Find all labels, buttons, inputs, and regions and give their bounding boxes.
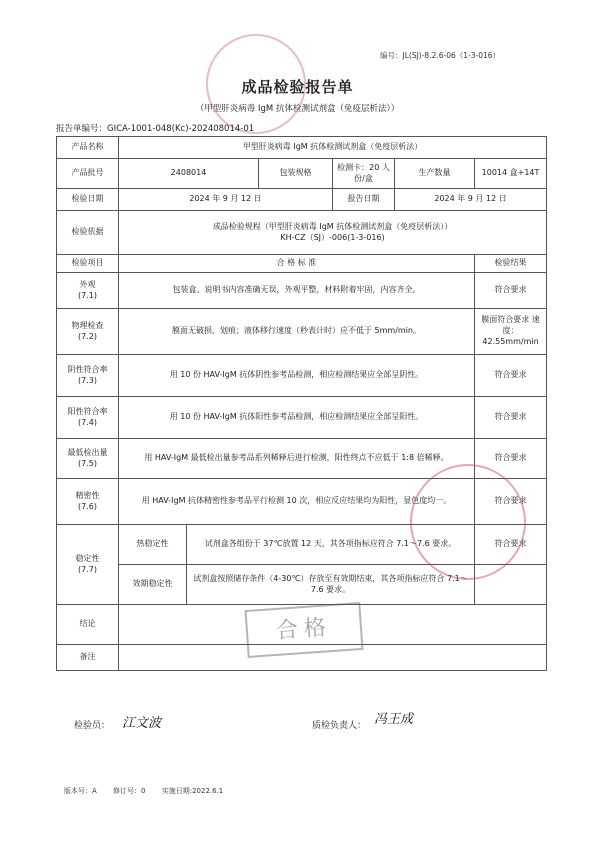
qty-value: 10014 盒+14T [475, 159, 547, 189]
precision-result: 符合要求 [475, 479, 547, 525]
test-date-value: 2024 年 9 月 12 日 [119, 189, 333, 211]
qualified-stamp: 合格 [244, 602, 363, 658]
negative-criteria: 用 10 份 HAV-IgM 抗体阴性参考品检测，相应检测结果应全部呈阴性。 [119, 355, 475, 397]
item-name: 物理检查 [71, 320, 104, 330]
basis-line2: KH-CZ（SJ）-006(1-3-016) [280, 232, 385, 242]
test-date-label: 检验日期 [57, 189, 119, 211]
thermal-result: 符合要求 [475, 525, 547, 565]
basis-line1: 成品检验规程（甲型肝炎病毒 IgM 抗体检测试剂盒（免疫层析法）） [212, 221, 453, 231]
footer-revision: 修订号：0 [113, 787, 146, 795]
qa-label: 质检负责人： [312, 721, 367, 731]
physical-item [57, 309, 119, 355]
item-code: (7.7) [78, 564, 97, 574]
item-name: 阴性符合率 [67, 364, 108, 374]
company-seal-bottom [410, 464, 526, 580]
shelf-label: 效期稳定性 [119, 565, 187, 605]
footer [64, 786, 237, 796]
remarks-label: 备注 [57, 645, 119, 671]
precision-criteria: 用 HAV-IgM 抗体精密性参考品平行检测 10 次，相应反应结果均为阳性，显色度均一。 [119, 479, 475, 525]
row-product-name [57, 137, 547, 159]
positive-criteria: 用 10 份 HAV-IgM 抗体阳性参考品检测，相应检测结果应全部呈阳性。 [119, 397, 475, 439]
item-name: 稳定性 [75, 553, 100, 563]
item-code: (7.3) [78, 375, 97, 385]
appearance-item [57, 273, 119, 309]
row-appearance [57, 273, 547, 309]
footer-effective-date: 实施日期:2022.6.1 [161, 787, 224, 795]
row-headers [57, 255, 547, 273]
item-header: 检验项目 [57, 255, 119, 273]
appearance-result: 符合要求 [475, 273, 547, 309]
product-name-label: 产品名称 [57, 137, 119, 159]
physical-result: 膜面符合要求 速度：42.55mm/min [475, 309, 547, 355]
spec-label: 包装规格 [259, 159, 333, 189]
row-dates [57, 189, 547, 211]
negative-result: 符合要求 [475, 355, 547, 397]
report-number [56, 122, 254, 134]
report-table [56, 136, 547, 671]
item-code: (7.1) [78, 290, 97, 300]
criteria-header: 合 格 标 准 [119, 255, 475, 273]
appearance-criteria: 包装盒、说明书内容准确无误，外观平整，材料附着牢固，内容齐全。 [119, 273, 475, 309]
basis-value [119, 211, 547, 255]
item-name: 最低检出量 [67, 447, 108, 457]
qty-label: 生产数量 [395, 159, 475, 189]
page-subtitle: （甲型肝炎病毒 IgM 抗体检测试剂盒（免疫层析法）） [195, 104, 400, 114]
spec-value: 检测卡：20 人份/盒 [333, 159, 395, 189]
report-date-value: 2024 年 9 月 12 日 [395, 189, 547, 211]
detection-result: 符合要求 [475, 439, 547, 479]
item-code: (7.2) [78, 331, 97, 341]
item-name: 外观 [79, 279, 96, 289]
report-number-label: 报告单编号： [56, 124, 108, 134]
inspector-signature: 江文波 [122, 716, 162, 731]
item-code: (7.6) [78, 501, 97, 511]
batch-value: 2408014 [119, 159, 259, 189]
negative-item [57, 355, 119, 397]
report-date-label: 报告日期 [333, 189, 395, 211]
item-name: 阳性符合率 [67, 406, 108, 416]
item-code: (7.5) [78, 458, 97, 468]
row-basis [57, 211, 547, 255]
row-batch [57, 159, 547, 189]
document-number: 编号：JL(SJ)-8.2.6-06（1-3-016） [380, 51, 501, 60]
positive-item [57, 397, 119, 439]
row-positive [57, 397, 547, 439]
detection-item [57, 439, 119, 479]
inspector-label: 检验员： [74, 721, 111, 731]
item-name: 精密性 [75, 490, 100, 500]
physical-criteria: 膜面无破损、划痕；液体移行速度（秒表计时）应不低于 5mm/min。 [119, 309, 475, 355]
row-negative [57, 355, 547, 397]
batch-label: 产品批号 [57, 159, 119, 189]
conclusion-label: 结论 [57, 605, 119, 645]
positive-result: 符合要求 [475, 397, 547, 439]
precision-item [57, 479, 119, 525]
footer-version: 版本号：A [64, 787, 97, 795]
shelf-criteria: 试剂盒按照储存条件（4-30℃）存放至有效期结束，其各项指标应符合 7.1～7.6 要求。 [187, 565, 475, 605]
detection-criteria: 用 HAV-IgM 最低检出量参考品系列稀释后进行检测，阳性终点不应低于 1:8 倍稀释。 [119, 439, 475, 479]
stability-item [57, 525, 119, 605]
thermal-criteria: 试剂盒各组份于 37℃放置 12 天，其各项指标应符合 7.1～7.6 要求。 [187, 525, 475, 565]
row-physical [57, 309, 547, 355]
item-code: (7.4) [78, 417, 97, 427]
qa-signature: 冯王成 [374, 712, 414, 727]
page-title: 成品检验报告单 [241, 78, 354, 96]
report-number-value: GICA-1001-048(Kc)-202408014-01 [107, 124, 255, 134]
basis-label: 检验依据 [57, 211, 119, 255]
product-name-value: 甲型肝炎病毒 IgM 抗体检测试剂盒（免疫层析法） [119, 137, 547, 159]
result-header: 检验结果 [475, 255, 547, 273]
thermal-label: 热稳定性 [119, 525, 187, 565]
